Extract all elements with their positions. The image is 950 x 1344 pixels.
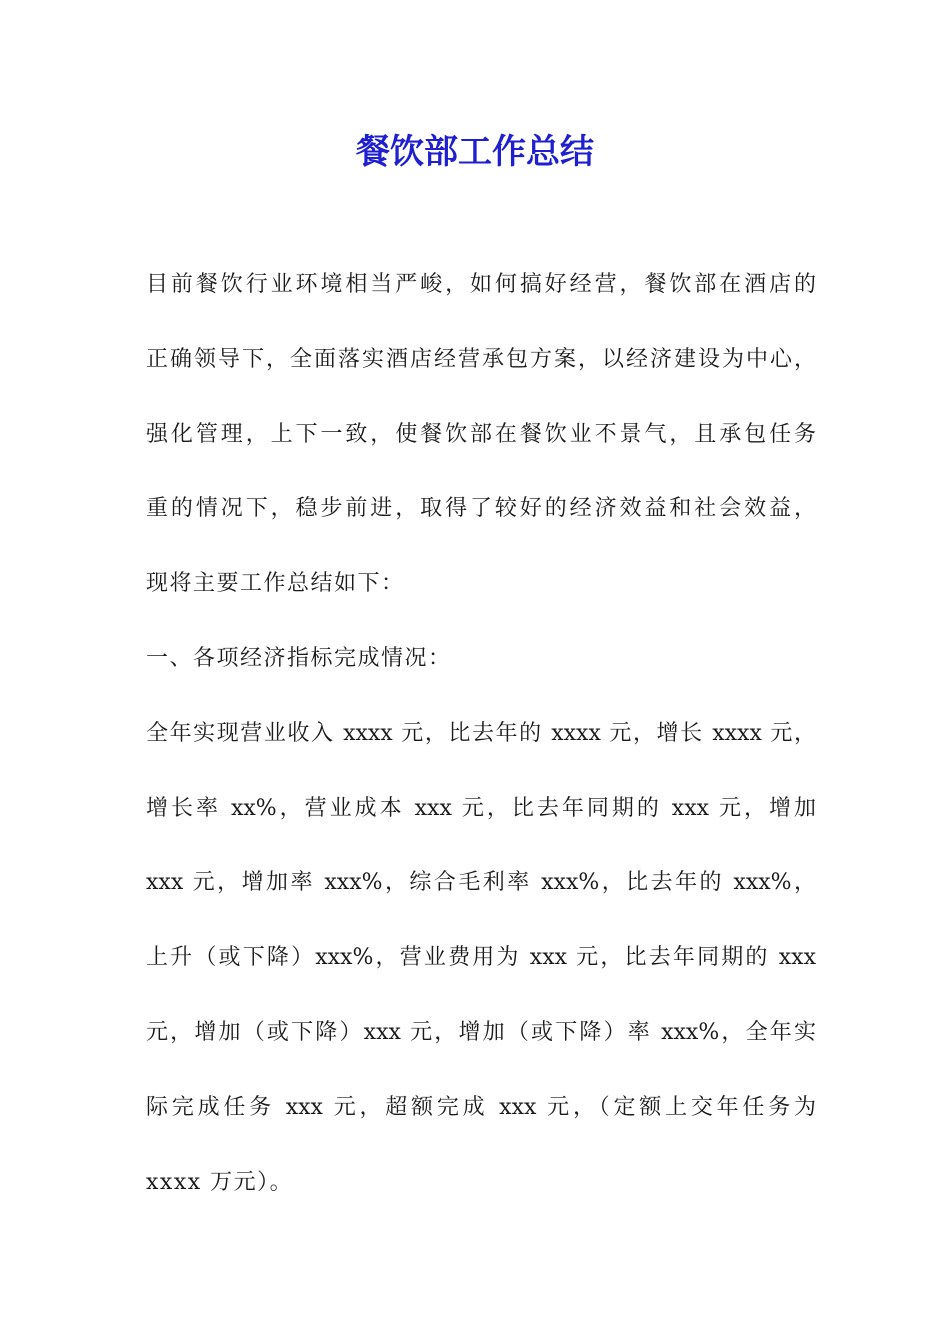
paragraph-line-3: 强化管理，上下一致，使餐饮部在餐饮业不景气，且承包任务 xyxy=(146,421,816,447)
document-title: 餐饮部工作总结 xyxy=(356,132,594,172)
paragraph-line-7: 全年实现营业收入 xxxx 元，比去年的 xxxx 元，增长 xxxx 元， xyxy=(146,720,816,746)
paragraph-line-4: 重的情况下，稳步前进，取得了较好的经济效益和社会效益， xyxy=(146,496,816,522)
paragraph-line-11: 元，增加（或下降）xxx 元，增加（或下降）率 xxx%，全年实 xyxy=(146,1019,816,1045)
paragraph-line-10: 上升（或下降）xxx%，营业费用为 xxx 元，比去年同期的 xxx xyxy=(146,945,816,971)
document-body xyxy=(146,263,816,1235)
section-heading: 一、各项经济指标完成情况： xyxy=(146,645,452,671)
paragraph-line-9: xxx 元，增加率 xxx%，综合毛利率 xxx%，比去年的 xxx%， xyxy=(146,870,816,896)
paragraph-line-5: 现将主要工作总结如下： xyxy=(146,571,405,597)
paragraph-line-1: 目前餐饮行业环境相当严峻，如何搞好经营，餐饮部在酒店的 xyxy=(146,272,816,297)
paragraph-line-2: 正确领导下，全面落实酒店经营承包方案，以经济建设为中心， xyxy=(146,346,816,372)
paragraph-line-12: 际完成任务 xxx 元，超额完成 xxx 元，（定额上交年任务为 xyxy=(146,1094,816,1120)
paragraph-line-8: 增长率 xx%，营业成本 xxx 元，比去年同期的 xxx 元，增加 xyxy=(146,795,816,821)
paragraph-line-13: xxxx 万元）。 xyxy=(146,1169,294,1195)
